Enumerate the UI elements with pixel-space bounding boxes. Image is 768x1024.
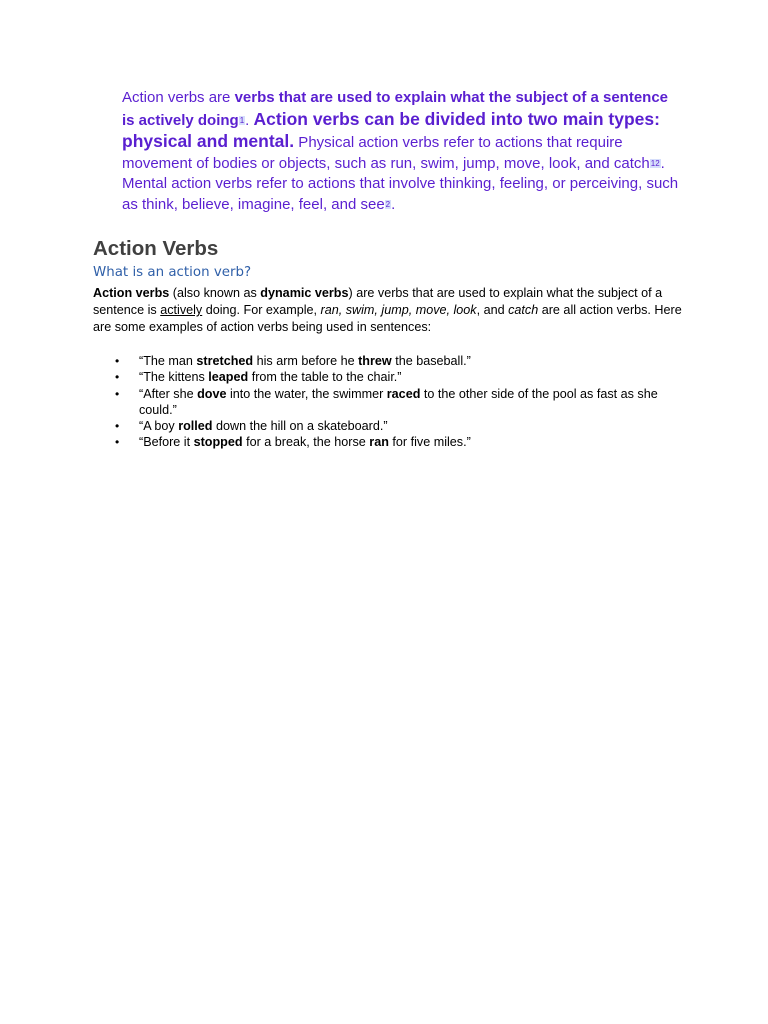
intro-paragraph [93,285,683,336]
bullet-icon: • [115,386,120,401]
list-item: • “Before it stopped for a break, the horse ran for five miles.” [115,435,471,450]
italic-example: catch [508,303,539,317]
ai-summary-paragraph [122,88,680,215]
verb-bold: dove [197,386,227,401]
verb-bold: ran [369,435,389,450]
bullet-icon: • [115,370,120,385]
italic-examples: ran, swim, jump, move, look [320,303,477,317]
citation-marker[interactable]: 2 [385,199,391,209]
underlined-word: actively [160,303,203,317]
verb-bold: stretched [196,354,254,368]
bullet-icon: • [115,419,120,434]
page-title: Action Verbs [93,237,219,260]
body-text: (also known as [169,286,261,300]
list-item: • “A boy rolled down the hill on a skateboard.” [115,419,388,434]
verb-bold: threw [358,354,392,368]
list-item: • “The man stretched his arm before he threw the baseball.” [115,354,471,368]
bullet-icon: • [115,354,120,368]
bullet-icon: • [115,435,120,450]
verb-bold: raced [386,386,421,401]
citation-marker[interactable]: 12 [650,158,660,168]
body-text: ) are verbs that are used to explain what the subject of a sentence is [93,286,663,317]
verb-bold: stopped [193,435,243,450]
verb-bold: rolled [178,419,213,434]
bold-term: dynamic verbs [260,286,349,300]
summary-text: . Mental action verbs refer to actions that involve thinking, feeling, or perceiving, such as think, believe, imagine, feel, and see [122,154,679,213]
citation-marker[interactable]: 1 [239,115,245,125]
examples-list [93,353,683,451]
body-text: doing. For example, [202,303,321,317]
verb-bold: leaped [208,370,249,385]
bold-term: Action verbs [93,286,170,300]
body-text: are all action verbs. Here are some examples of action verbs being used in sentences: [93,303,682,334]
summary-text: . [245,111,254,129]
list-item: • “The kittens leaped from the table to the chair.” [115,370,402,385]
summary-text: . [391,195,396,213]
summary-text: Physical action verbs refer to actions that require movement of bodies or objects, such as run, swim, jump, move, look, and catch [122,134,650,172]
list-item: • “After she dove into the water, the swimmer raced to the other side of the pool as fast as she could.” [115,386,658,417]
summary-heading-text: Action verbs can be divided into two main types: physical and mental. [122,108,660,151]
body-text: , and [476,303,509,317]
summary-bold-text: verbs that are used to explain what the subject of a sentence is actively doing [122,89,669,129]
section-heading: What is an action verb? [93,265,252,280]
summary-text: Action verbs are [122,89,235,106]
